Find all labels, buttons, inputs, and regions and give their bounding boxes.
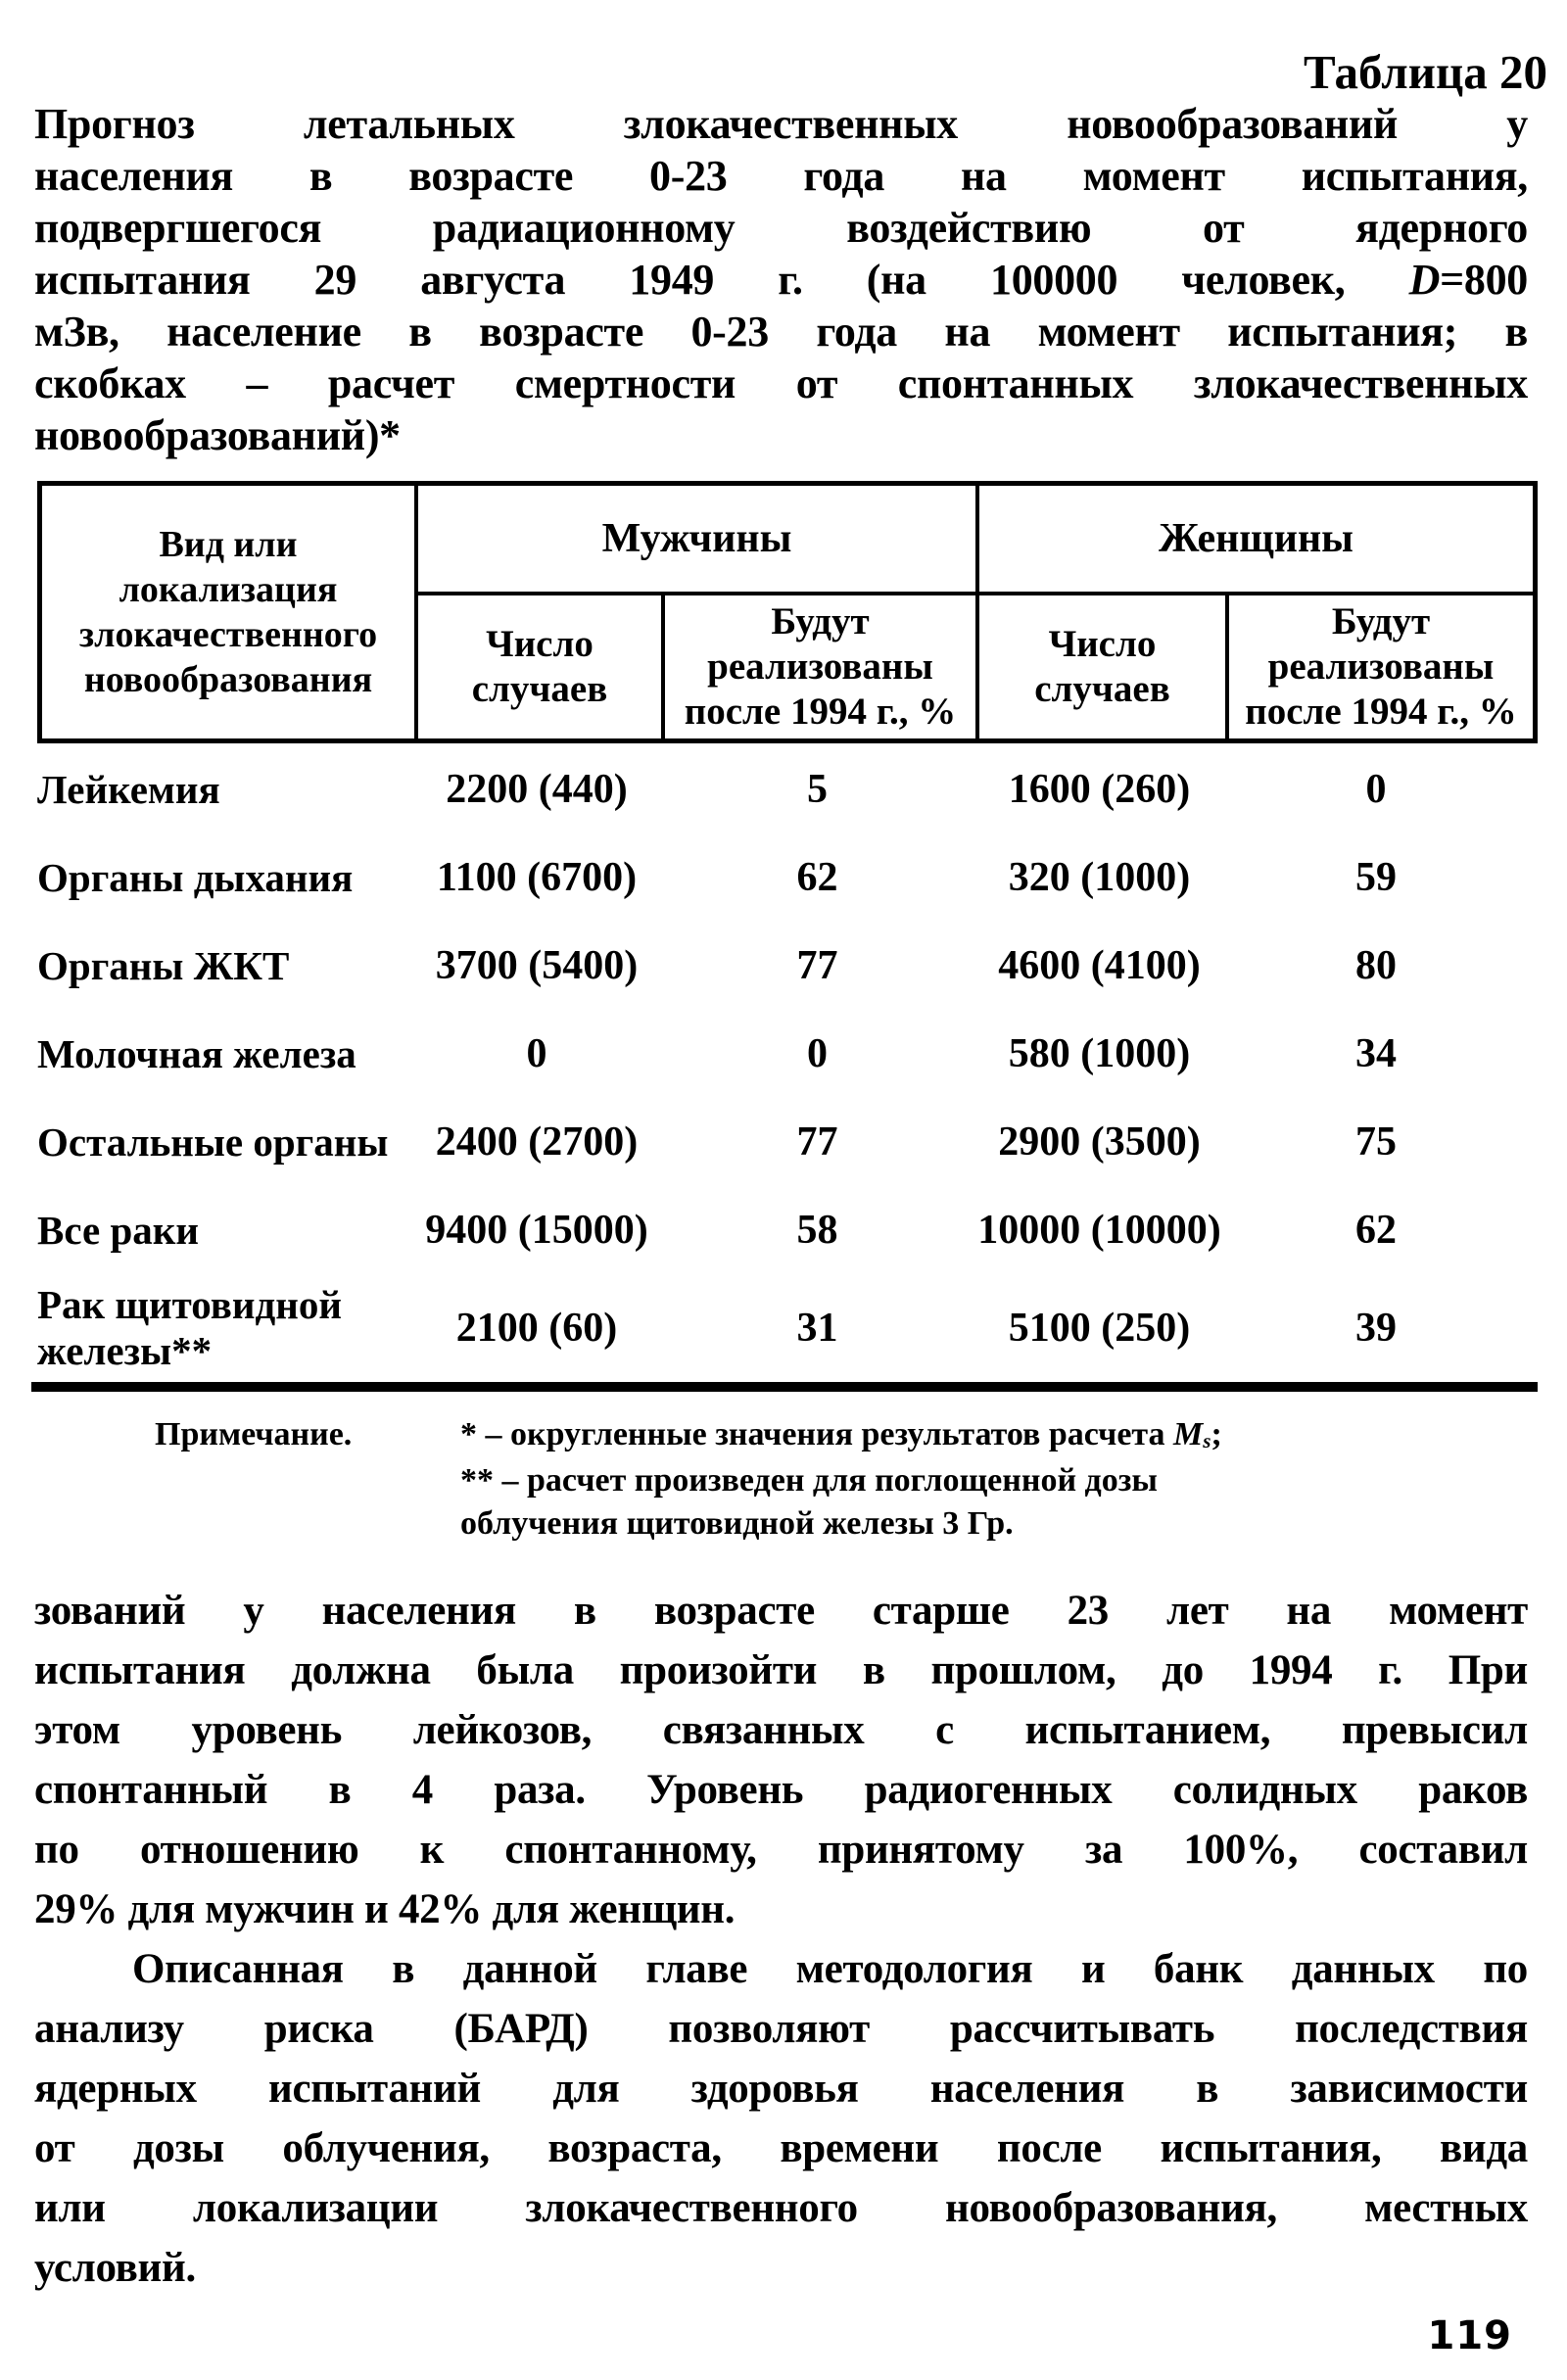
ms-subscript: s (1203, 1429, 1211, 1453)
cell-men-cases: 3700 (5400) (435, 943, 639, 988)
body-line: спонтанный в 4 раза. Уровень радиогенных солидных раков (34, 1767, 1528, 1813)
title-line-text: =800 (1440, 256, 1528, 304)
footnote-text: ; (1211, 1416, 1222, 1452)
body-line: испытания должна была произойти в прошлом, до 1994 г. При (34, 1647, 1528, 1693)
cell-men-pct: 31 (796, 1306, 838, 1351)
row-label: Органы ЖКТ (37, 942, 290, 988)
cell-men-pct: 0 (807, 1031, 828, 1076)
cell-men-cases: 9400 (15000) (425, 1208, 648, 1253)
cell-men-cases: 0 (526, 1031, 547, 1076)
cell-women-cases: 2900 (3500) (998, 1119, 1201, 1165)
footnote-label: Примечание. (155, 1416, 353, 1452)
table-row (37, 833, 1528, 922)
body-line: по отношению к спонтанному, принятому за 100%, составил (34, 1827, 1528, 1873)
body-line: этом уровень лейкозов, связанных с испытанием, превысил (34, 1707, 1528, 1753)
cell-women-cases: 320 (1000) (1008, 855, 1191, 900)
header-line: реализованы (1267, 645, 1495, 688)
table-row (37, 922, 1528, 1010)
cell-women-cases: 4600 (4100) (998, 943, 1201, 988)
table-header (42, 486, 1533, 738)
row-label: Лейкемия (37, 766, 220, 812)
footnote-line: облучения щитовидной железы 3 Гр. (460, 1505, 1014, 1542)
table-row (37, 1010, 1528, 1098)
row-label: Рак щитовидной железы** (37, 1282, 342, 1373)
cell-women-cases: 1600 (260) (1008, 767, 1191, 812)
dose-variable: D (1408, 256, 1441, 304)
header-line: Будут (771, 600, 870, 643)
table-body (37, 743, 1528, 1382)
cell-women-cases: 5100 (250) (1008, 1306, 1191, 1351)
header-cell-women: Женщины (979, 486, 1533, 595)
cell-women-pct: 39 (1355, 1306, 1397, 1351)
body-line: 29% для мужчин и 42% для женщин. (34, 1886, 736, 1932)
header-line: реализованы (707, 645, 933, 688)
header-cell-women-realized (1229, 595, 1533, 738)
header-line: Будут (1331, 600, 1431, 643)
cell-men-pct: 5 (807, 767, 828, 812)
header-line: после 1994 г., % (684, 690, 957, 733)
body-line: анализу риска (БАРД) позволяют рассчитывать последствия (34, 2006, 1528, 2052)
table-row (37, 1186, 1528, 1274)
row-label: Все раки (37, 1207, 200, 1253)
cell-men-pct: 77 (796, 943, 838, 988)
body-line: Описанная в данной главе методология и банк данных по (132, 1946, 1528, 1992)
header-cell-type: Вид или локализация злокачественного новообразования (42, 486, 418, 738)
cell-women-pct: 75 (1355, 1119, 1397, 1165)
ms-variable: M (1173, 1416, 1204, 1452)
table-row (37, 1274, 1528, 1382)
body-line: ядерных испытаний для здоровья населения в зависимости (34, 2066, 1528, 2112)
body-line: от дозы облучения, возраста, времени после испытания, вида (34, 2125, 1528, 2171)
cell-women-cases: 10000 (10000) (977, 1208, 1221, 1253)
header-cell-men: Мужчины (418, 486, 979, 595)
table-title (34, 98, 1528, 461)
row-label: Остальные органы (37, 1119, 389, 1165)
title-line: мЗв, население в возрасте 0-23 года на момент испытания; в (34, 308, 1528, 356)
table-row (37, 745, 1528, 833)
title-line-text: испытания 29 августа 1949 г. (на 100000 человек, (34, 256, 1409, 304)
footnote-line: ** – расчет произведен для поглощенной дозы (460, 1462, 1158, 1499)
body-line: или локализации злокачественного новообразования, местных (34, 2185, 1528, 2231)
header-cell-men-cases: Число случаев (418, 595, 665, 738)
cell-women-pct: 0 (1365, 767, 1387, 812)
header-cell-women-cases: Число случаев (979, 595, 1229, 738)
body-line: условий. (34, 2245, 196, 2291)
table-bottom-rule (31, 1382, 1538, 1392)
forecast-table (37, 481, 1538, 743)
cell-women-pct: 62 (1355, 1208, 1397, 1253)
footnote-line (34, 1413, 1528, 1459)
title-line: скобках – расчет смертности от спонтанных злокачественных (34, 359, 1528, 407)
cell-men-pct: 77 (796, 1119, 838, 1165)
title-line (34, 254, 1528, 306)
body-text (34, 1581, 1528, 2298)
body-line: зований у населения в возрасте старше 23 лет на момент (34, 1588, 1528, 1634)
title-line: новообразований)* (34, 411, 401, 459)
footnote-text: * – округленные значения результатов расчета (460, 1416, 1174, 1452)
table-caption: Таблица 20 (1304, 45, 1547, 99)
cell-men-cases: 2400 (2700) (435, 1119, 639, 1165)
header-line: после 1994 г., % (1245, 690, 1517, 733)
header-cell-men-realized (665, 595, 979, 738)
cell-men-cases: 2200 (440) (446, 767, 628, 812)
page-number: 119 (1427, 2313, 1512, 2358)
cell-women-cases: 580 (1000) (1008, 1031, 1191, 1076)
cell-women-pct: 34 (1355, 1031, 1397, 1076)
cell-women-pct: 80 (1355, 943, 1397, 988)
cell-men-cases: 2100 (60) (455, 1306, 618, 1351)
row-label: Молочная железа (37, 1030, 356, 1076)
title-line: подвергшегося радиационному воздействию от ядерного (34, 204, 1528, 252)
table-footnote (34, 1413, 1528, 1546)
table-row (37, 1098, 1528, 1186)
row-label: Органы дыхания (37, 854, 354, 900)
title-line: населения в возрасте 0-23 года на момент испытания, (34, 152, 1528, 200)
footnote-note1 (460, 1413, 1222, 1459)
cell-men-pct: 62 (796, 855, 838, 900)
page-content (0, 45, 1547, 2298)
title-line: Прогноз летальных злокачественных новообразований у (34, 100, 1528, 148)
cell-men-cases: 1100 (6700) (436, 855, 638, 900)
cell-women-pct: 59 (1355, 855, 1397, 900)
cell-men-pct: 58 (796, 1208, 838, 1253)
